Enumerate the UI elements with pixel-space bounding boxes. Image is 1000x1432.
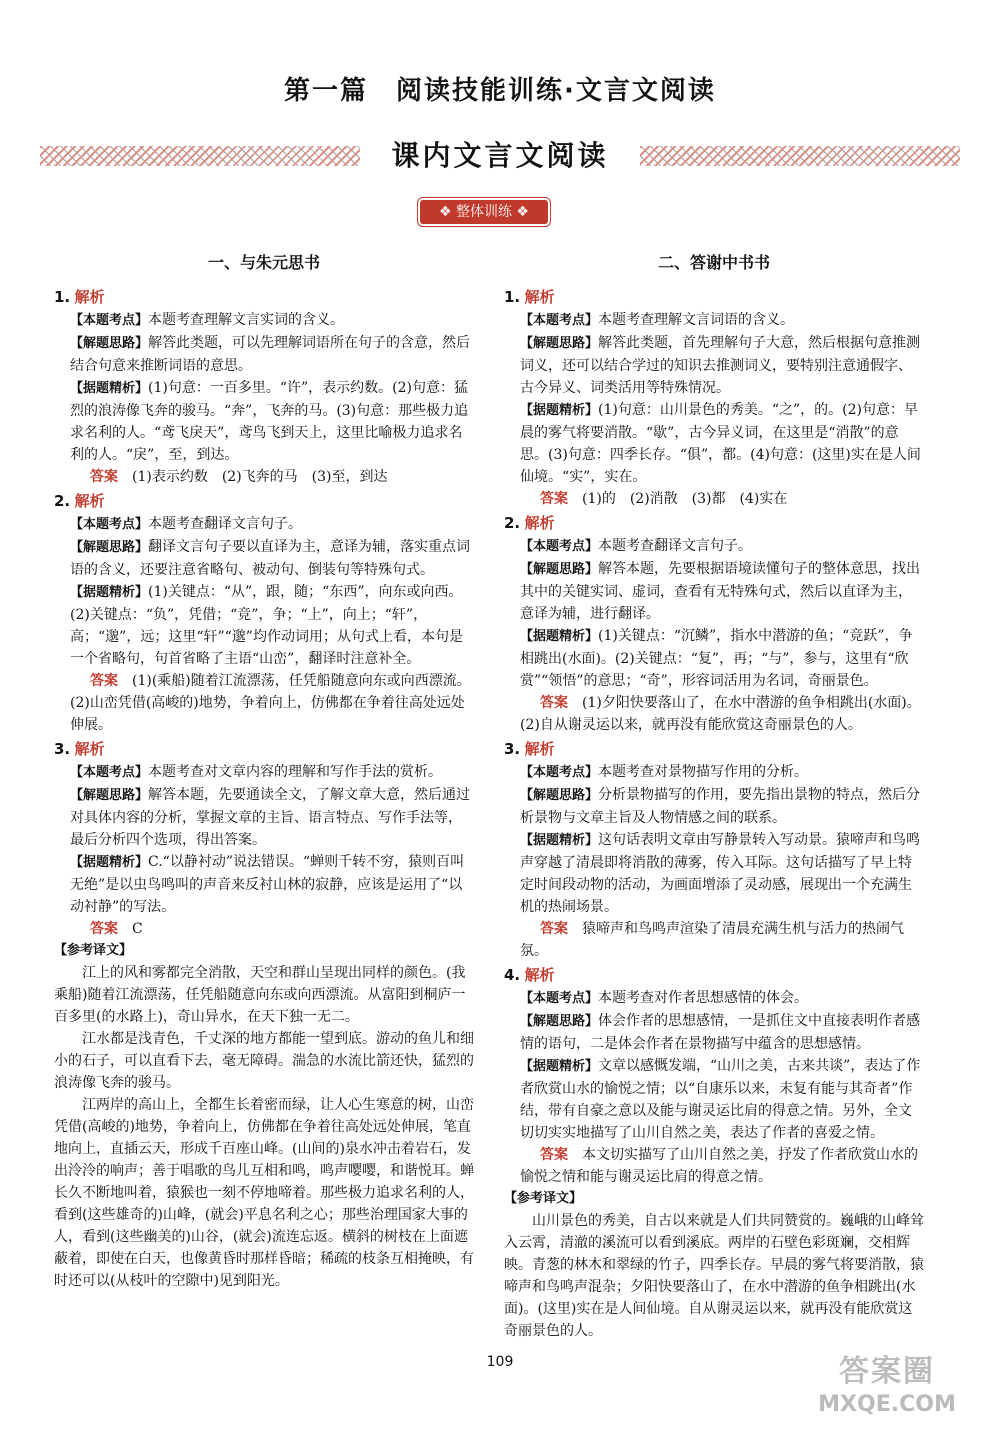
- kaodian-label: 【本题考点】: [520, 765, 599, 780]
- answer-text: C: [132, 921, 143, 937]
- banner-hatch-left: [40, 146, 360, 166]
- left-column-title: 一、与朱元思书: [207, 253, 320, 272]
- question-block: [54, 738, 474, 940]
- answer-text: 猿啼声和鸟鸣声渲染了清晨充满生机与活力的热闹气氛。: [520, 921, 904, 959]
- question-number: 1.: [504, 288, 521, 306]
- answer-label: 答案: [90, 469, 118, 485]
- question-block: [54, 490, 474, 736]
- silu-label: 【解题思路】: [520, 1014, 599, 1029]
- watermark-text: 答案圈: [839, 1354, 935, 1389]
- jingxi-text: 这句话表明文章由写静景转入写动景。猿啼声和鸟鸣声穿越了清晨即将消散的薄雾，传入耳际。这句话描写了早上特定时间段动物的活动，为画面增添了灵动感，展现出一个充满生机的热闹场景。: [520, 832, 921, 915]
- question-block: [504, 512, 924, 736]
- answer-label: 答案: [540, 1147, 568, 1163]
- analysis-tag: 解析: [74, 492, 105, 510]
- question-block: [504, 286, 924, 510]
- answer-text: 本文切实描写了山川自然之美，抒发了作者欣赏山水的愉悦之情和能与谢灵运比肩的得意之情。: [520, 1147, 918, 1185]
- right-column-title: 二、答谢中书书: [657, 253, 770, 272]
- answer-text: (1)的 (2)消散 (3)都 (4)实在: [582, 491, 788, 507]
- question-block: [504, 738, 924, 962]
- section-banner: [40, 134, 960, 178]
- translation-paragraph: 江两岸的高山上，全都生长着密而绿，让人心生寒意的树，山峦凭借(高峻的)地势，争着向上，仿佛都在争着往高处远处伸展，笔直地向上，直插云天，形成千百座山峰。(山间的)泉水冲击着岩石，发出泠泠的响声；善于唱歌的鸟儿互相和鸣，鸣声嘤嘤，和谐悦耳。蝉长久不断地叫着，猿猴也一刻不停地啼着。那些极力追求名利的人，看到(这些雄奇的)山峰，(就会)平息名利之心；那些治理国家大事的人，看到(这些幽美的)山谷，(就会)流连忘返。横斜的树枝在上面遮蔽着，即使在白天，也像黄昏时那样昏暗；稀疏的枝条互相掩映，有时还可以(从枝叶的空隙中)见到阳光。: [54, 1097, 474, 1289]
- analysis-tag: 解析: [74, 740, 105, 758]
- jingxi-text: (1)关键点：“沉鳞”，指水中潜游的鱼；“竞跃”，争相跳出(水面)。(2)关键点：“复”，再；“与”，参与，这里有“欣赏”“领悟”的意思；“奇”，形容词活用为名词，奇丽景色。: [520, 628, 913, 689]
- kaodian-label: 【本题考点】: [70, 517, 149, 532]
- kaodian-text: 本题考查翻译文言句子。: [598, 538, 753, 554]
- banner-title: 课内文言文阅读: [391, 139, 609, 172]
- translation-paragraph: 山川景色的秀美，自古以来就是人们共同赞赏的。巍峨的山峰耸入云霄，清澈的溪流可以看到溪底。两岸的石壁色彩斑斓，交相辉映。青葱的林木和翠绿的竹子，四季长存。早晨的雾气将要消散，猿啼声和鸟鸣声混杂；夕阳快要落山了，在水中潜游的鱼争相跳出(水面)。(这里)实在是人间仙境。自从谢灵运以来，就再没有能欣赏这奇丽景色的人。: [504, 1213, 924, 1339]
- silu-label: 【解题思路】: [70, 336, 149, 351]
- question-number: 2.: [54, 492, 71, 510]
- reference-translation: [54, 940, 474, 1292]
- answer-text: (1)表示约数 (2)飞奔的马 (3)至，到达: [132, 469, 388, 485]
- silu-label: 【解题思路】: [70, 540, 149, 555]
- analysis-tag: 解析: [524, 740, 555, 758]
- kaodian-label: 【本题考点】: [520, 539, 599, 554]
- answer-label: 答案: [540, 491, 568, 507]
- kaodian-text: 本题考查翻译文言句子。: [148, 516, 303, 532]
- watermark-logo: [802, 1352, 972, 1422]
- training-badge: ❖ 整体训练 ❖: [420, 200, 548, 224]
- silu-label: 【解题思路】: [520, 562, 599, 577]
- translation-paragraph: 江水都是浅青色，千丈深的地方都能一望到底。游动的鱼儿和细小的石子，可以直看下去，毫无障碍。湍急的水流比箭还快，猛烈的浪涛像飞奔的骏马。: [54, 1031, 474, 1091]
- silu-text: 解答本题，先要根据语境读懂句子的整体意思，找出其中的关键实词、虚词，查看有无特殊句式，然后以直译为主，意译为辅，进行翻译。: [520, 561, 921, 622]
- question-block: [54, 286, 474, 488]
- answer-text-2: (2)山峦凭借(高峻的)地势，争着向上，仿佛都在争着往高处远处伸展。: [70, 695, 465, 733]
- question-number: 1.: [54, 288, 71, 306]
- jingxi-text: (1)关键点：“从”，跟，随；“东西”，向东或向西。(2)关键点：“负”，凭借；“竞”，争；“上”，向上；“轩”，高；“邈”，远；这里“轩”“邈”均作动词用；从句式上看，本句是一个省略句，句首省略了主语“山峦”，翻译时注意补全。: [70, 584, 463, 667]
- question-number: 3.: [54, 740, 71, 758]
- jingxi-label: 【据题精析】: [70, 855, 149, 870]
- banner-hatch-right: [640, 146, 960, 166]
- jingxi-text: C.“以静衬动”说法错误。“蝉则千转不穷，猿则百叫无绝”是以虫鸟鸣叫的声音来反衬山林的寂静，应该是运用了“以动衬静”的写法。: [70, 854, 465, 915]
- reference-translation: [504, 1188, 924, 1342]
- kaodian-label: 【本题考点】: [520, 313, 599, 328]
- question-number: 3.: [504, 740, 521, 758]
- right-column: [504, 252, 924, 1342]
- page-number: 109: [486, 1354, 514, 1370]
- jingxi-text: (1)句意：山川景色的秀美。“之”，的。(2)句意：早晨的雾气将要消散。“歇”，古今异义词，在这里是“消散”的意思。(3)句意：四季长存。“俱”，都。(4)句意：(这里)实在是人间仙境。“实”，实在。: [520, 402, 921, 485]
- silu-text: 解答本题，先要通读全文，了解文章大意，然后通过对具体内容的分析，掌握文章的主旨、语言特点、写作手法等，最后分析四个选项，得出答案。: [70, 787, 471, 848]
- kaodian-text: 本题考查对作者思想感情的体会。: [598, 990, 809, 1006]
- silu-label: 【解题思路】: [520, 788, 599, 803]
- answer-text: (1)夕阳快要落山了，在水中潜游的鱼争相跳出(水面)。: [582, 695, 921, 711]
- kaodian-text: 本题考查对景物描写作用的分析。: [598, 764, 809, 780]
- jingxi-label: 【据题精析】: [520, 1059, 599, 1074]
- question-number: 2.: [504, 514, 521, 532]
- silu-text: 解答此类题，首先理解句子大意，然后根据句意推测词义，还可以结合学过的知识去推测词义，要特别注意通假字、古今异义、词类活用等特殊情况。: [520, 335, 921, 396]
- watermark-url: MXQE.COM: [818, 1392, 956, 1417]
- answer-label: 答案: [540, 695, 568, 711]
- answer-text: (1)(乘船)随着江流漂荡，任凭船随意向东或向西漂流。: [132, 673, 471, 689]
- translation-paragraph: 江上的风和雾都完全消散，天空和群山呈现出同样的颜色。(我乘船)随着江流漂荡，任凭船随意向东或向西漂流。从富阳到桐庐一百多里(的水路上)，奇山异水，在天下独一无二。: [54, 965, 466, 1025]
- kaodian-text: 本题考查对文章内容的理解和写作手法的赏析。: [148, 764, 443, 780]
- answer-label: 答案: [540, 921, 568, 937]
- answer-text-2: (2)自从谢灵运以来，就再没有能欣赏这奇丽景色的人。: [520, 717, 862, 733]
- answer-label: 答案: [90, 673, 118, 689]
- silu-text: 分析景物描写的作用，要先指出景物的特点，然后分析景物与文章主旨及人物情感之间的联系。: [520, 787, 921, 826]
- jingxi-label: 【据题精析】: [520, 833, 599, 848]
- silu-text: 翻译文言句子要以直译为主，意译为辅，落实重点词语的含义，还要注意省略句、被动句、倒装句等特殊句式。: [70, 539, 471, 578]
- reference-label: 【参考译文】: [54, 943, 133, 958]
- jingxi-label: 【据题精析】: [70, 585, 149, 600]
- kaodian-text: 本题考查理解文言实词的含义。: [148, 312, 345, 328]
- kaodian-label: 【本题考点】: [70, 765, 149, 780]
- left-column: [54, 252, 474, 1292]
- silu-label: 【解题思路】: [520, 336, 599, 351]
- silu-text: 体会作者的思想感情，一是抓住文中直接表明作者感情的语句，二是体会作者在景物描写中蕴含的思想感情。: [520, 1013, 921, 1052]
- jingxi-label: 【据题精析】: [520, 403, 599, 418]
- jingxi-label: 【据题精析】: [520, 629, 599, 644]
- reference-label: 【参考译文】: [504, 1191, 583, 1206]
- analysis-tag: 解析: [524, 966, 555, 984]
- jingxi-label: 【据题精析】: [70, 381, 149, 396]
- jingxi-text: (1)句意：一百多里。“许”，表示约数。(2)句意：猛烈的浪涛像飞奔的骏马。“奔”，飞奔的马。(3)句意：那些极力追求名利的人。“鸢飞戾天”，鸢鸟飞到天上，这里比喻极力追求名利的人。“戾”，至，到达。: [70, 380, 469, 463]
- jingxi-text: 文章以感慨发端，“山川之美，古来共谈”，表达了作者欣赏山水的愉悦之情；以“自康乐以来，未复有能与其奇者”作结，带有自豪之意以及能与谢灵运比肩的得意之情。另外，全文切切实实地描写了山川自然之美，表达了作者的喜爱之情。: [520, 1058, 921, 1141]
- analysis-tag: 解析: [524, 514, 555, 532]
- question-block: [504, 964, 924, 1188]
- answer-label: 答案: [90, 921, 118, 937]
- kaodian-label: 【本题考点】: [70, 313, 149, 328]
- question-number: 4.: [504, 966, 521, 984]
- analysis-tag: 解析: [74, 288, 105, 306]
- analysis-tag: 解析: [524, 288, 555, 306]
- kaodian-label: 【本题考点】: [520, 991, 599, 1006]
- page-title: 第一篇 阅读技能训练·文言文阅读: [284, 76, 716, 106]
- kaodian-text: 本题考查理解文言词语的含义。: [598, 312, 795, 328]
- silu-label: 【解题思路】: [70, 788, 149, 803]
- silu-text: 解答此类题，可以先理解词语所在句子的含意，然后结合句意来推断词语的意思。: [70, 335, 471, 374]
